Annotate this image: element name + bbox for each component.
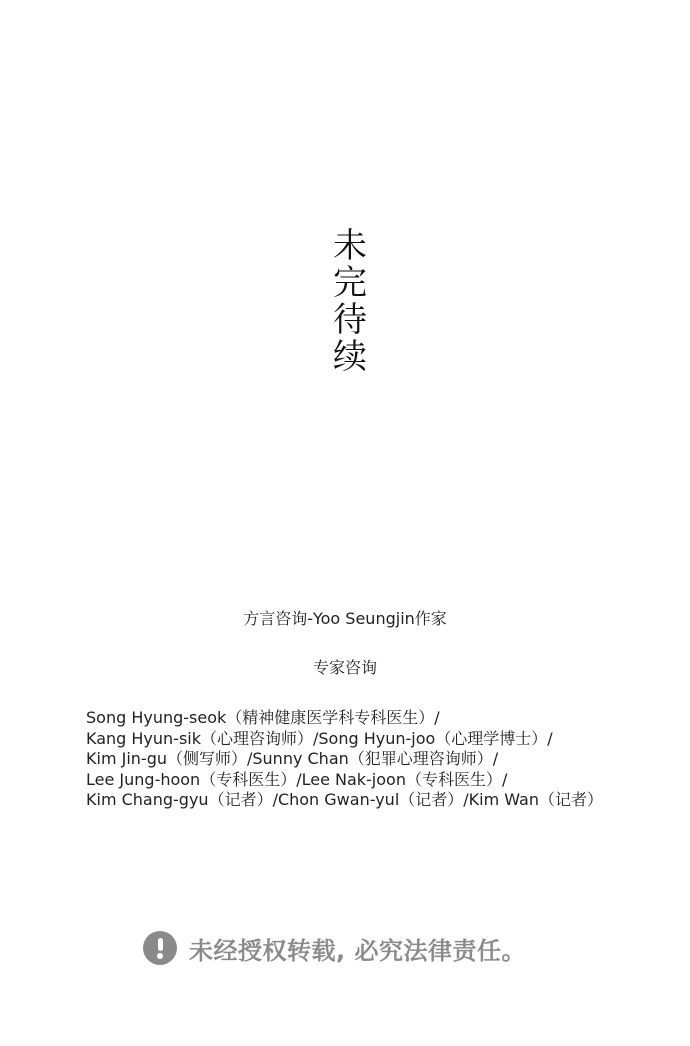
expert-list (86, 708, 666, 811)
vertical-title (330, 228, 370, 376)
title-char: 待 (333, 300, 367, 340)
expert-line: Kim Chang-gyu（记者）/Chon Gwan-yul（记者）/Kim Wan（记者） (86, 790, 604, 810)
expert-line: Song Hyung-seok（精神健康医学科专科医生）/ (86, 708, 440, 727)
title-char: 未 (333, 226, 367, 266)
copyright-warning (143, 930, 526, 966)
expert-heading: 专家咨询 (312, 658, 377, 677)
expert-line: Kim Jin-gu（侧写师）/Sunny Chan（犯罪心理咨询师）/ (86, 749, 499, 769)
expert-line: Kang Hyun-sik（心理咨询师）/Song Hyun-joo（心理学博士）/ (86, 728, 553, 748)
dialect-credit: 方言咨询-Yoo Seungjin作家 (243, 609, 447, 628)
title-char: 续 (333, 337, 367, 377)
exclamation-circle-icon (143, 931, 177, 965)
expert-line: Lee Jung-hoon（专科医生）/Lee Nak-joon（专科医生）/ (86, 769, 508, 789)
title-char: 完 (333, 263, 367, 303)
warning-text: 未经授权转载, 必究法律责任。 (189, 936, 526, 965)
